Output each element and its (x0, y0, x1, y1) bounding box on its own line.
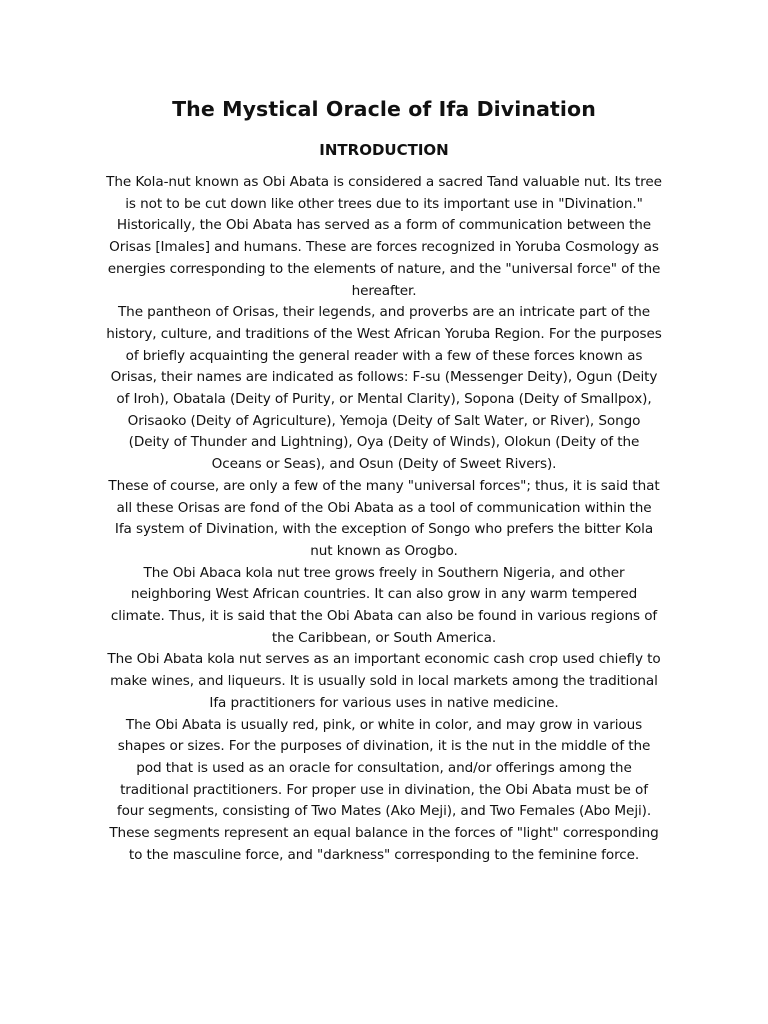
paragraph: The Obi Abata is usually red, pink, or white in color, and may grow in various shapes or sizes. For the purposes of divination, it is the nut in the middle of the pod that is used as an oracle for consultation, and/or offerings among the traditional practitioners. For proper use in divination, the Obi Abata must be of four segments, consisting of Two Mates (Ako Meji), and Two Females (Abo Meji). These segments represent an equal balance in the forces of "light" corresponding to the masculine force, and "darkness" corresponding to the feminine force. (109, 716, 659, 863)
page-title: The Mystical Oracle of Ifa Divination (172, 97, 596, 121)
paragraph: The Kola-nut known as Obi Abata is considered a sacred Tand valuable nut. Its tree is not to be cut down like other trees due to its important use in "Divination." Historically, the Obi Abata has served as a form of communication between the Orisas [Imales] and humans. These are forces recognized in Yoruba Cosmology as energies corresponding to the elements of nature, and the "universal force" of the hereafter. (106, 174, 662, 299)
paragraph: The pantheon of Orisas, their legends, and proverbs are an intricate part of the history, culture, and traditions of the West African Yoruba Region. For the purposes of briefly acquainting the general reader with a few of these forces known as Orisas, their names are indicated as follows: F-su (Messenger Deity), Ogun (Deity of Iroh), Obatala (Deity of Purity, or Mental Clarity), Sopona (Deity of Smallpox), Orisaoko (Deity of Agriculture), Yemoja (Deity of Salt Water, or River), Songo (Deity of Thunder and Lightning), Oya (Deity of Winds), Olokun (Deity of the Oceans or Seas), and Osun (Deity of Sweet Rivers). (106, 304, 662, 473)
body-text (106, 172, 662, 867)
section-heading: INTRODUCTION (319, 141, 449, 159)
paragraph: These of course, are only a few of the many "universal forces"; thus, it is said that all these Orisas are fond of the Obi Abata as a tool of communication within the Ifa system of Divination, with the exception of Songo who prefers the bitter Kola nut known as Orogbo. (108, 477, 660, 559)
paragraph: The Obi Abaca kola nut tree grows freely in Southern Nigeria, and other neighboring West African countries. It can also grow in any warm tempered climate. Thus, it is said that the Obi Abata can also be found in various regions of the Caribbean, or South America. (110, 564, 658, 646)
paragraph: The Obi Abata kola nut serves as an important economic cash crop used chiefly to make wines, and liqueurs. It is usually sold in local markets among the traditional Ifa practitioners for various uses in native medicine. (107, 651, 661, 711)
